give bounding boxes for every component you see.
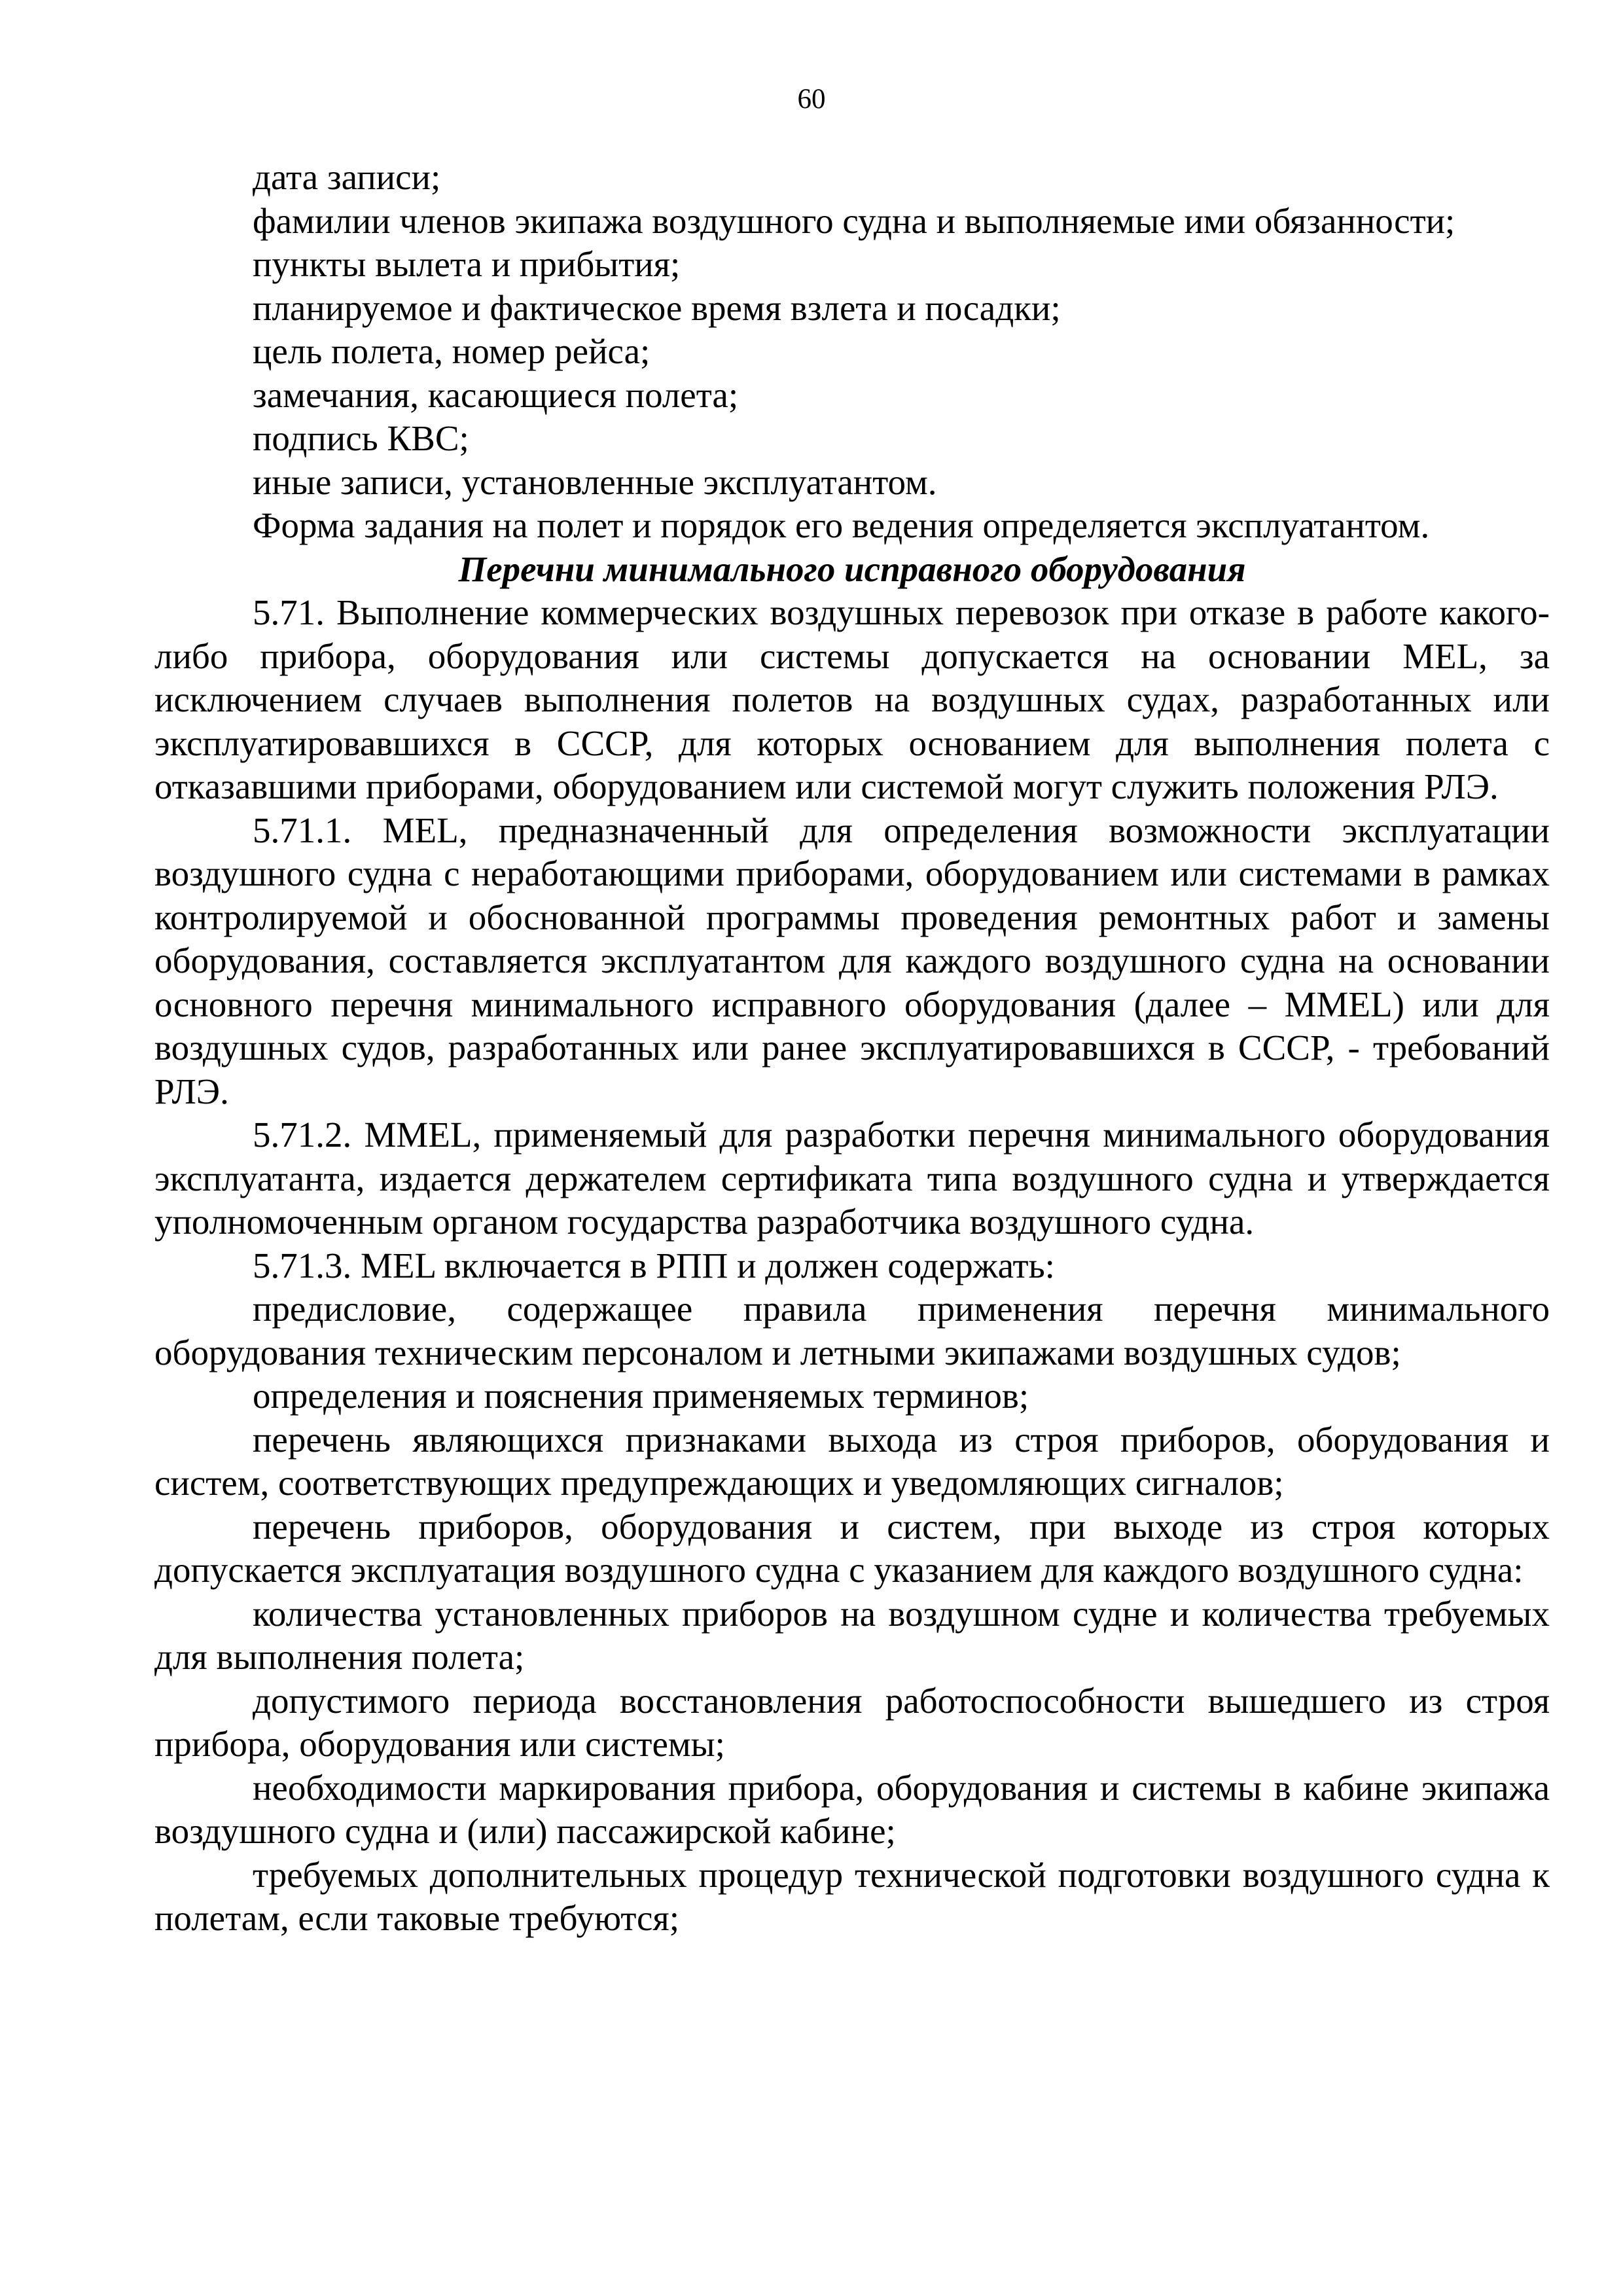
paragraph-5-71-2: 5.71.2. MMEL, применяемый для разработки перечня минимального оборудования эксплуатанта, издается держателем сертификата типа воздушного судна и утверждается уполномоченным органом государства разработчика воздушного судна.	[154, 1115, 1550, 1242]
list-item: планируемое и фактическое время взлета и посадки;	[253, 287, 1061, 328]
list-item: количества установленных приборов на воздушном судне и количества требуемых для выполнения полета;	[154, 1593, 1550, 1677]
paragraph-5-71-3: 5.71.3. MEL включается в РПП и должен содержать:	[253, 1245, 1055, 1285]
list-item: требуемых дополнительных процедур технической подготовки воздушного судна к полетам, если таковые требуются;	[154, 1854, 1550, 1938]
document-body	[154, 156, 1550, 1941]
paragraph-5-71: 5.71. Выполнение коммерческих воздушных перевозок при отказе в работе какого-либо прибора, оборудования или системы допускается на основании MEL, за исключением случаев выполнения полетов на воздушных судах, разработанных или эксплуатировавшихся в СССР, для которых основанием для выполнения полета с отказавшими приборами, оборудованием или системой могут служить положения РЛЭ.	[154, 592, 1550, 806]
list-item: фамилии членов экипажа воздушного судна и выполняемые ими обязанности;	[253, 200, 1455, 241]
list-item: перечень приборов, оборудования и систем, при выходе из строя которых допускается эксплуатация воздушного судна с указанием для каждого воздушного судна:	[154, 1506, 1550, 1590]
list-item: необходимости маркирования прибора, оборудования и системы в кабине экипажа воздушного судна и (или) пассажирской кабине;	[154, 1767, 1550, 1851]
list-item: допустимого периода восстановления работоспособности вышедшего из строя прибора, оборудования или системы;	[154, 1680, 1550, 1764]
list-item: замечания, касающиеся полета;	[253, 374, 739, 415]
page-number: 60	[797, 84, 826, 115]
list-item: иные записи, установленные эксплуатантом.	[253, 461, 937, 502]
list-item: пункты вылета и прибытия;	[253, 244, 681, 284]
list-item: дата записи;	[253, 157, 441, 197]
list-item: предисловие, содержащее правила применения перечня минимального оборудования техническим персоналом и летными экипажами воздушных судов;	[154, 1289, 1550, 1372]
list-item: подпись КВС;	[253, 418, 469, 458]
list-item: определения и пояснения применяемых терминов;	[253, 1376, 1029, 1416]
list-item: цель полета, номер рейса;	[253, 331, 651, 371]
section-heading: Перечни минимального исправного оборудования	[458, 548, 1246, 589]
list-item: перечень являющихся признаками выхода из строя приборов, оборудования и систем, соответствующих предупреждающих и уведомляющих сигналов;	[154, 1419, 1550, 1503]
paragraph-5-71-1: 5.71.1. MEL, предназначенный для определения возможности эксплуатации воздушного судна с неработающими приборами, оборудованием или системами в рамках контролируемой и обоснованной программы проведения ремонтных работ и замены оборудования, составляется эксплуатантом для каждого воздушного судна на основании основного перечня минимального исправного оборудования (далее – MMEL) или для воздушных судов, разработанных или ранее эксплуатировавшихся в СССР, - требований РЛЭ.	[154, 810, 1550, 1111]
paragraph-form-note: Форма задания на полет и порядок его ведения определяется эксплуатантом.	[253, 505, 1430, 545]
